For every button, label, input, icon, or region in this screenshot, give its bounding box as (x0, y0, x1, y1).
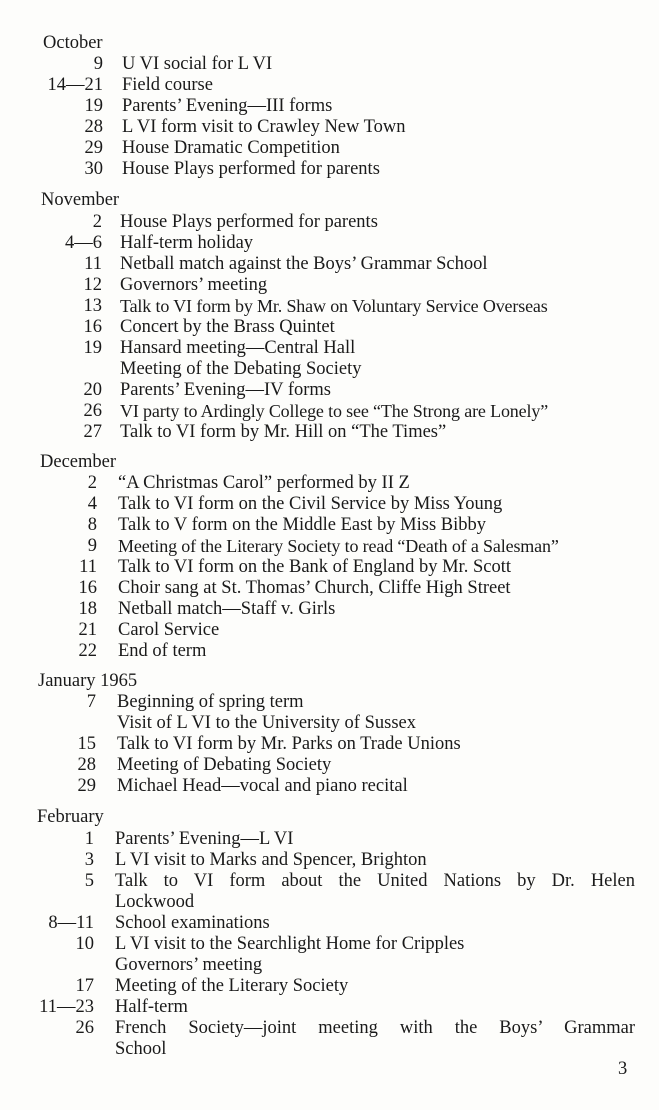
entry-date: 21 (78, 620, 97, 640)
calendar-entry (0, 254, 659, 275)
entry-text: Half-term (115, 997, 188, 1017)
calendar-entry (0, 829, 659, 850)
entry-date: 26 (83, 401, 102, 421)
entry-date: 13 (83, 296, 102, 316)
entry-date: 16 (78, 578, 97, 598)
calendar-entry (0, 599, 659, 620)
entry-text: Netball match—Staff v. Girls (118, 599, 336, 619)
calendar-entry (0, 473, 659, 494)
calendar-entry (0, 54, 659, 75)
entry-text: U VI social for L VI (122, 54, 273, 74)
calendar-entry (0, 275, 659, 296)
entry-text: End of term (118, 641, 207, 661)
calendar-entry (0, 380, 659, 401)
entry-date: 9 (93, 54, 103, 74)
calendar-entry (0, 934, 659, 955)
entry-text: L VI form visit to Crawley New Town (122, 117, 406, 137)
entry-text: Meeting of Debating Society (117, 755, 332, 775)
entry-text: VI party to Ardingly College to see “The Strong are Lonely” (120, 401, 549, 421)
calendar-entry (0, 138, 659, 159)
entry-date: 1 (84, 829, 94, 849)
entry-date: 19 (83, 338, 102, 358)
entry-date: 11—23 (39, 997, 94, 1017)
month-heading-december: December (40, 452, 117, 472)
entry-date: 18 (78, 599, 97, 619)
entry-text: French Society—joint meeting with the Boys’ Grammar (115, 1018, 635, 1038)
calendar-entry (0, 692, 659, 713)
calendar-entry (0, 578, 659, 599)
entry-text: Governors’ meeting (120, 275, 268, 295)
entry-date: 28 (84, 117, 103, 137)
entry-text: Parents’ Evening—III forms (122, 96, 333, 116)
month-heading-october: October (43, 33, 103, 53)
calendar-entry (0, 233, 659, 254)
entry-text: Carol Service (118, 620, 220, 640)
calendar-entry (0, 515, 659, 536)
entry-date: 14—21 (47, 75, 103, 95)
entry-text: Concert by the Brass Quintet (120, 317, 335, 337)
entry-date: 29 (84, 138, 103, 158)
calendar-entry (0, 734, 659, 755)
calendar-entry-continuation (0, 713, 659, 734)
calendar-entry (0, 871, 659, 892)
calendar-entry (0, 117, 659, 138)
month-heading-november: November (41, 190, 120, 210)
entry-date: 20 (83, 380, 102, 400)
calendar-entry (0, 620, 659, 641)
entry-date: 5 (84, 871, 94, 891)
calendar-entry (0, 557, 659, 578)
entry-date: 7 (86, 692, 96, 712)
calendar-entry (0, 317, 659, 338)
entry-text: Michael Head—vocal and piano recital (117, 776, 408, 796)
calendar-entry (0, 422, 659, 443)
calendar-entry-continuation (0, 955, 659, 976)
entry-text: Talk to V form on the Middle East by Miss Bibby (118, 515, 487, 535)
entry-date: 2 (92, 212, 102, 232)
entry-text: Talk to VI form by Mr. Shaw on Voluntary Service Overseas (120, 296, 548, 316)
calendar-entry (0, 776, 659, 797)
calendar-entry (0, 494, 659, 515)
entry-text: Governors’ meeting (115, 955, 263, 975)
entry-date: 27 (83, 422, 102, 442)
entry-text: Visit of L VI to the University of Sussex (117, 713, 416, 733)
entry-date: 3 (84, 850, 94, 870)
entry-date: 16 (83, 317, 102, 337)
calendar-entry (0, 976, 659, 997)
entry-text: Lockwood (115, 892, 195, 912)
entry-text: L VI visit to the Searchlight Home for Cripples (115, 934, 465, 954)
entry-date: 11 (79, 557, 97, 577)
calendar-entry (0, 850, 659, 871)
calendar-entry (0, 296, 659, 317)
calendar-entry (0, 338, 659, 359)
calendar-entry (0, 1018, 659, 1039)
calendar-entry-continuation (0, 359, 659, 380)
entry-date: 4—6 (65, 233, 102, 253)
page-number: 3 (618, 1059, 628, 1079)
entry-text: “A Christmas Carol” performed by II Z (118, 473, 410, 493)
entry-text: Talk to VI form by Mr. Parks on Trade Unions (117, 734, 461, 754)
entry-text: House Plays performed for parents (122, 159, 380, 179)
entry-date: 11 (84, 254, 102, 274)
calendar-entry (0, 755, 659, 776)
entry-text: Hansard meeting—Central Hall (120, 338, 356, 358)
entry-text: School (115, 1039, 167, 1059)
entry-text: Talk to VI form on the Bank of England by Mr. Scott (118, 557, 511, 577)
entry-text: Parents’ Evening—IV forms (120, 380, 331, 400)
month-heading-january: January 1965 (38, 671, 138, 691)
calendar-entry (0, 159, 659, 180)
calendar-entry (0, 536, 659, 557)
entry-date: 10 (75, 934, 94, 954)
calendar-entry (0, 401, 659, 422)
entry-date: 22 (78, 641, 97, 661)
entry-text: Talk to VI form on the Civil Service by Miss Young (118, 494, 503, 514)
entry-date: 29 (77, 776, 96, 796)
month-heading-february: February (37, 807, 104, 827)
entry-date: 9 (87, 536, 97, 556)
calendar-entry (0, 212, 659, 233)
entry-date: 12 (83, 275, 102, 295)
entry-text: Talk to VI form about the United Nations by Dr. Helen (115, 871, 635, 891)
entry-text: Field course (122, 75, 213, 95)
entry-text: Talk to VI form by Mr. Hill on “The Times” (120, 422, 447, 442)
calendar-entry-continuation (0, 1039, 659, 1060)
calendar-entry (0, 96, 659, 117)
entry-text: Netball match against the Boys’ Grammar School (120, 254, 488, 274)
entry-text: Half-term holiday (120, 233, 254, 253)
entry-date: 28 (77, 755, 96, 775)
entry-text: School examinations (115, 913, 270, 933)
calendar-entry (0, 997, 659, 1018)
calendar-entry (0, 641, 659, 662)
entry-date: 4 (87, 494, 97, 514)
entry-text: L VI visit to Marks and Spencer, Brighton (115, 850, 427, 870)
entry-text: Beginning of spring term (117, 692, 304, 712)
calendar-entry-continuation (0, 892, 659, 913)
entry-date: 15 (77, 734, 96, 754)
entry-text: Meeting of the Literary Society (115, 976, 349, 996)
entry-text: House Dramatic Competition (122, 138, 340, 158)
entry-text: Meeting of the Debating Society (120, 359, 362, 379)
entry-date: 8 (87, 515, 97, 535)
entry-text: Parents’ Evening—L VI (115, 829, 294, 849)
entry-date: 19 (84, 96, 103, 116)
entry-date: 26 (75, 1018, 94, 1038)
calendar-entry (0, 913, 659, 934)
entry-date: 30 (84, 159, 103, 179)
entry-date: 8—11 (48, 913, 94, 933)
entry-text: Meeting of the Literary Society to read “Death of a Salesman” (118, 536, 559, 556)
entry-date: 2 (87, 473, 97, 493)
entry-date: 17 (75, 976, 94, 996)
entry-text: House Plays performed for parents (120, 212, 378, 232)
calendar-entry (0, 75, 659, 96)
entry-text: Choir sang at St. Thomas’ Church, Cliffe High Street (118, 578, 511, 598)
